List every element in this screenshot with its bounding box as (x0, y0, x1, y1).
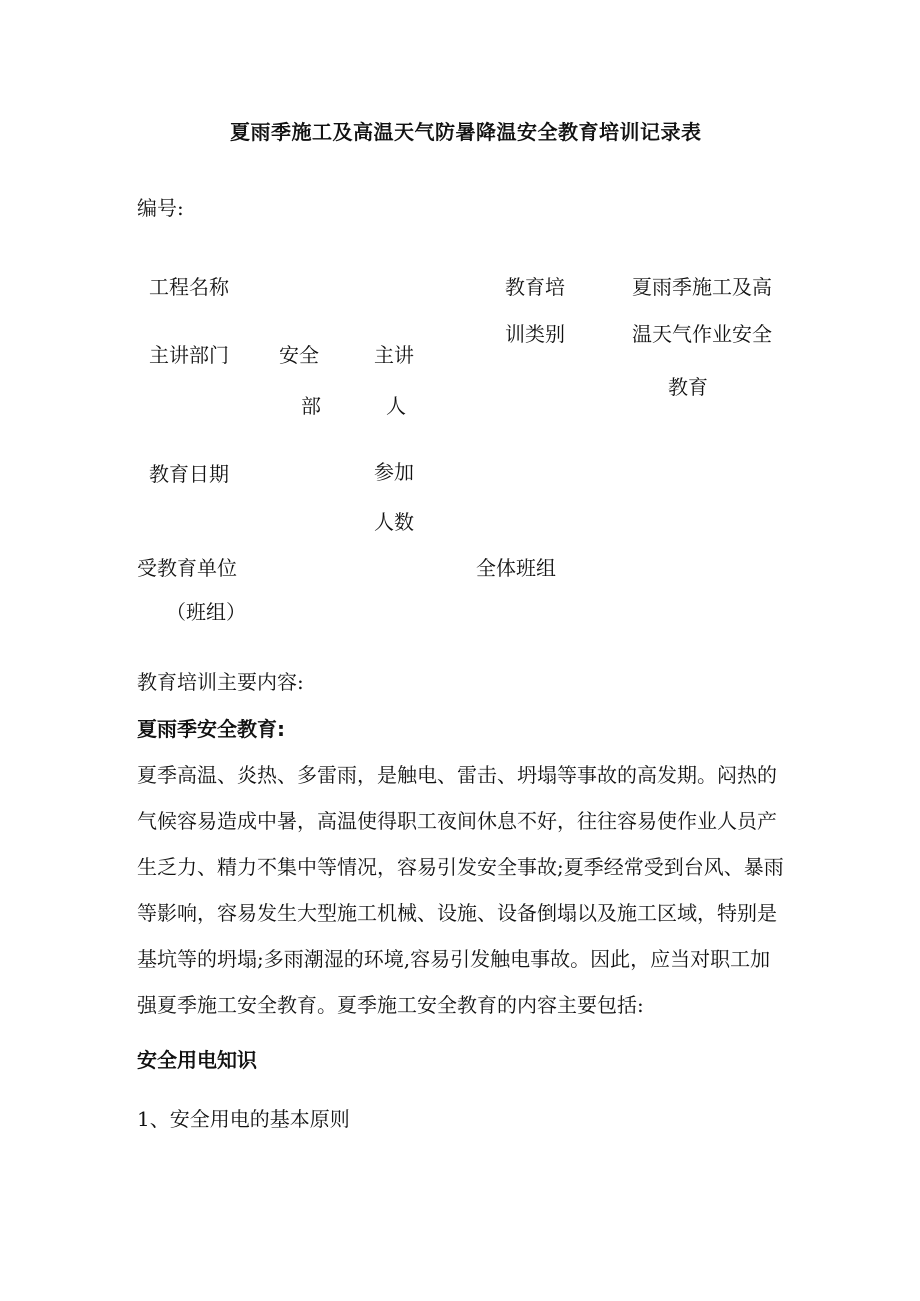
training-type-value-line1: 夏雨季施工及高 (632, 275, 772, 299)
paragraph-line: 夏季高温、炎热、多雷雨，是触电、雷击、坍塌等事故的高发期。闷热的 (137, 763, 777, 787)
training-type-value-line3: 教育 (668, 375, 708, 399)
training-type-label-line1: 教育培 (505, 275, 565, 299)
page-title: 夏雨季施工及高温天气防暑降温安全教育培训记录表 (230, 120, 702, 144)
project-name-label: 工程名称 (149, 275, 229, 299)
content-heading: 教育培训主要内容: (137, 670, 304, 694)
dept-value-line1: 安全 (279, 343, 319, 367)
paragraph-line: 生乏力、精力不集中等情况，容易引发安全事故;夏季经常受到台风、暴雨 (137, 855, 784, 879)
dept-value-line2: 部 (301, 394, 321, 418)
date-label: 教育日期 (149, 462, 229, 486)
training-type-label-line2: 训类别 (505, 322, 565, 346)
list-item: 1、安全用电的基本原则 (137, 1107, 350, 1131)
unit-value: 全体班组 (476, 556, 556, 580)
paragraph-line: 气候容易造成中暑，高温使得职工夜间休息不好，往往容易使作业人员产 (137, 809, 777, 833)
attendees-label-line2: 人数 (374, 510, 414, 534)
section-title: 夏雨季安全教育: (137, 717, 285, 741)
unit-label-line2: （班组） (166, 600, 246, 624)
paragraph-line: 基坑等的坍塌;多雨潮湿的环境,容易引发触电事故。因此，应当对职工加 (137, 947, 771, 971)
paragraph-line: 等影响，容易发生大型施工机械、设施、设备倒塌以及施工区域，特别是 (137, 901, 777, 925)
attendees-label-line1: 参加 (374, 460, 414, 484)
paragraph-line: 强夏季施工安全教育。夏季施工安全教育的内容主要包括: (137, 993, 644, 1017)
speaker-label-line2: 人 (386, 394, 406, 418)
serial-number-label: 编号: (137, 196, 184, 220)
training-type-value-line2: 温天气作业安全 (632, 322, 772, 346)
unit-label-line1: 受教育单位 (137, 556, 237, 580)
dept-label: 主讲部门 (149, 343, 229, 367)
subsection-title: 安全用电知识 (137, 1048, 257, 1072)
speaker-label-line1: 主讲 (374, 343, 414, 367)
content-paragraph (137, 752, 787, 1028)
